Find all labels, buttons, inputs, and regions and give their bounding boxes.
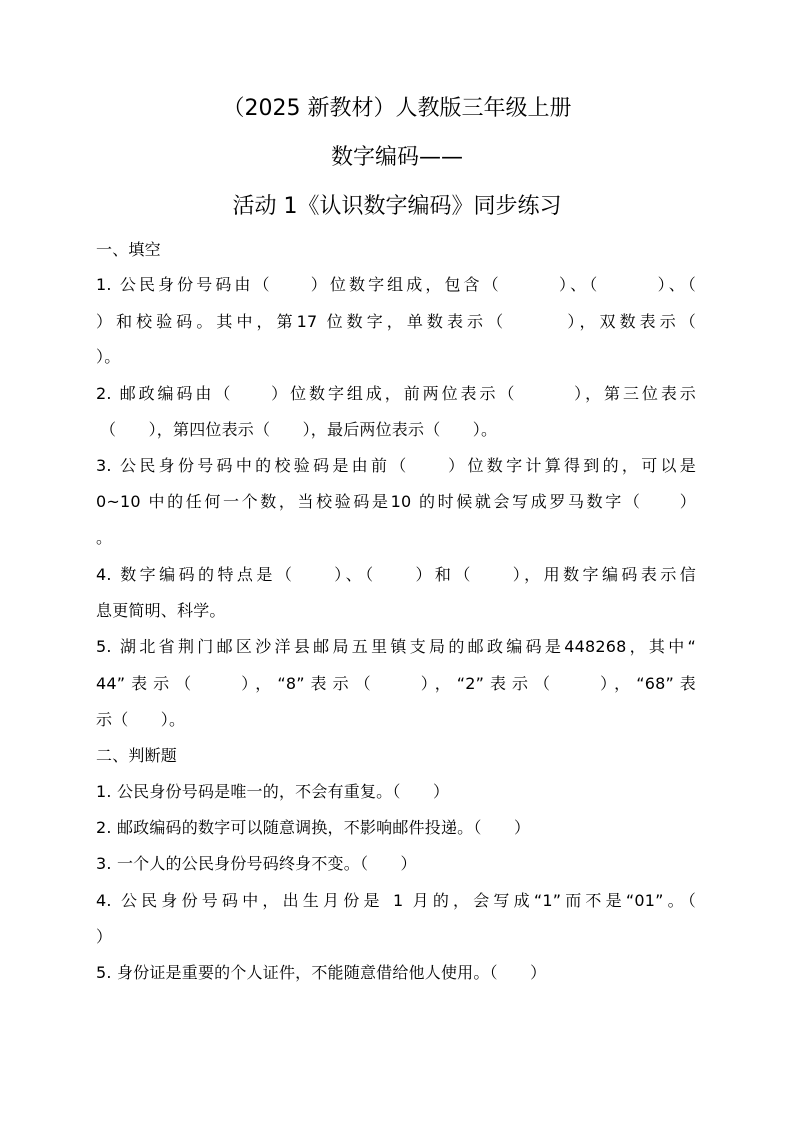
question-line: 3. 公民身份号码中的校验码是由前（ ）位数字计算得到的，可以是 bbox=[96, 456, 696, 475]
question-line: 44”表示（ ），“8”表示（ ），“2”表示（ ），“68”表 bbox=[96, 674, 696, 693]
question-line: 3. 一个人的公民身份号码终身不变。（ ） bbox=[96, 854, 417, 873]
question-line: 。 bbox=[96, 528, 113, 547]
question-line: 息更简明、科学。 bbox=[96, 601, 226, 620]
question-line: ）。 bbox=[96, 347, 121, 366]
question-line: 2. 邮政编码由（ ）位数字组成，前两位表示（ ），第三位表示 bbox=[96, 384, 696, 403]
question-line: ） bbox=[96, 927, 113, 946]
question-line: 4. 数字编码的特点是（ ）、（ ）和（ ），用数字编码表示信 bbox=[96, 565, 696, 584]
question-line: （ ），第四位表示（ ），最后两位表示（ ）。 bbox=[100, 420, 498, 439]
question-line: 5. 身份证是重要的个人证件，不能随意借给他人使用。（ ） bbox=[96, 963, 547, 982]
worksheet-title-line-1: （2025 新教材）人教版三年级上册 bbox=[222, 96, 572, 121]
question-line: ）和校验码。其中，第17 位数字，单数表示（ ），双数表示（ bbox=[96, 312, 696, 331]
worksheet-title-line-2: 数字编码—— bbox=[330, 145, 463, 170]
question-line: 1. 公民身份号码是唯一的，不会有重复。（ ） bbox=[96, 782, 450, 801]
section-heading-true-false: 二、判断题 bbox=[96, 746, 178, 765]
section-heading-fill-blank: 一、填空 bbox=[96, 240, 161, 259]
question-line: 5. 湖北省荆门邮区沙洋县邮局五里镇支局的邮政编码是448268，其中“ bbox=[96, 637, 696, 656]
question-line: 示（ ）。 bbox=[96, 710, 186, 729]
question-line: 4. 公民身份号码中，出生月份是 1 月的，会写成“1”而不是“01”。（ bbox=[96, 891, 696, 910]
question-line: 2. 邮政编码的数字可以随意调换，不影响邮件投递。（ ） bbox=[96, 818, 531, 837]
worksheet-title-line-3: 活动 1《认识数字编码》同步练习 bbox=[232, 194, 562, 219]
question-line: 1. 公民身份号码由（ ）位数字组成，包含（ ）、（ ）、（ bbox=[96, 275, 696, 294]
question-line: 0~10 中的任何一个数，当校验码是10 的时候就会写成罗马数字（ ） bbox=[96, 492, 696, 511]
